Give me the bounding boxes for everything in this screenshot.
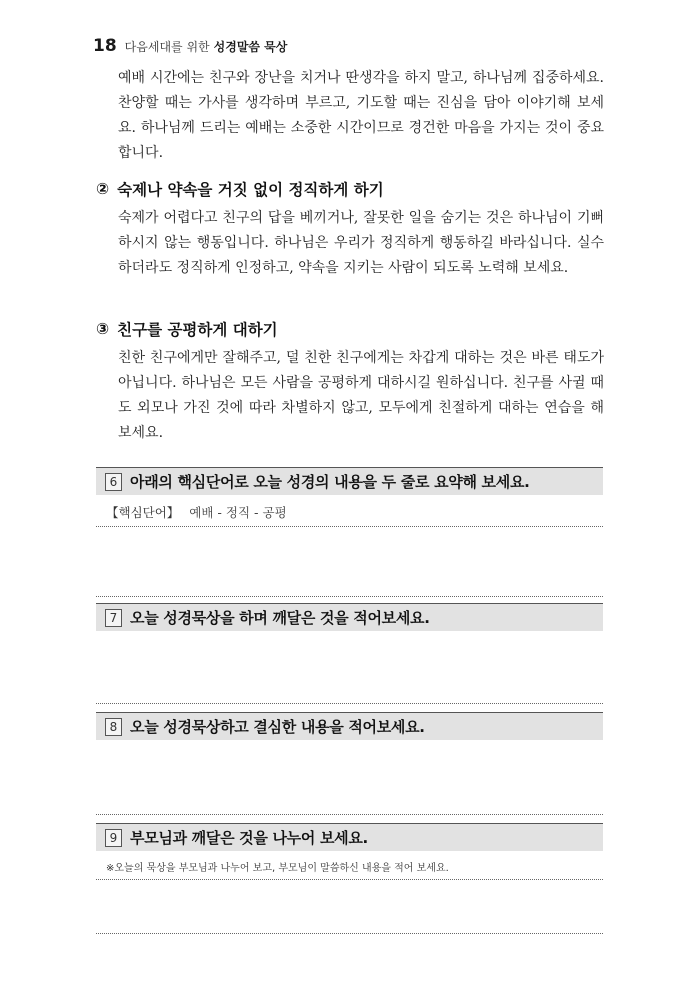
parent-note: ※오늘의 묵상을 부모님과 나누어 보고, 부모님이 말씀하신 내용을 적어 보세요. xyxy=(106,863,449,874)
answer-line[interactable] xyxy=(96,703,603,704)
question-number-box: 6 xyxy=(105,473,122,491)
question-number-box: 8 xyxy=(105,718,122,736)
answer-line[interactable] xyxy=(96,879,603,880)
question-number-box: 7 xyxy=(105,609,122,627)
question-6-text: 아래의 핵심단어로 오늘 성경의 내용을 두 줄로 요약해 보세요. xyxy=(130,473,530,491)
answer-line[interactable] xyxy=(96,596,603,597)
page-header xyxy=(93,36,287,56)
question-7-text: 오늘 성경묵상을 하며 깨달은 것을 적어보세요. xyxy=(130,609,430,627)
header-subtitle: 다음세대를 위한 xyxy=(124,40,210,54)
answer-line[interactable] xyxy=(96,933,603,934)
question-9-bar xyxy=(96,823,603,851)
answer-line[interactable] xyxy=(96,814,603,815)
heading-number: ③ xyxy=(96,320,110,338)
paragraph-fairness: 친한 친구에게만 잘해주고, 덜 친한 친구에게는 차갑게 대하는 것은 바른 태도가 아닙니다. 하나님은 모든 사람을 공평하게 대하시길 원하십니다. 친구를 사귈 때도 외모나 가진 것에 따라 차별하지 않고, 모두에게 친절하게 대하는 연습을 해 보세요. xyxy=(118,350,604,441)
heading-fairness xyxy=(96,318,278,340)
question-6-bar xyxy=(96,467,603,495)
paragraph-worship: 예배 시간에는 친구와 장난을 치거나 딴생각을 하지 말고, 하나님께 집중하세요. 찬양할 때는 가사를 생각하며 부르고, 기도할 때는 진심을 담아 이야기해 보세요. 하나님께 드리는 예배는 소중한 시간이므로 경건한 마음을 가지는 것이 중요합니다. xyxy=(118,70,604,161)
header-title: 성경말씀 묵상 xyxy=(213,40,288,54)
page-number: 18 xyxy=(93,36,117,56)
keywords-value: 예배 - 정직 - 공평 xyxy=(189,505,287,520)
heading-text: 친구를 공평하게 대하기 xyxy=(117,321,278,339)
question-7-bar xyxy=(96,603,603,631)
keywords-line xyxy=(106,503,287,521)
keywords-label: 【핵심단어】 xyxy=(106,505,180,520)
question-8-bar xyxy=(96,712,603,740)
heading-text: 숙제나 약속을 거짓 없이 정직하게 하기 xyxy=(117,181,384,199)
paragraph-honesty: 숙제가 어렵다고 친구의 답을 베끼거나, 잘못한 일을 숨기는 것은 하나님이 기뻐하시지 않는 행동입니다. 하나님은 우리가 정직하게 행동하길 바라십니다. 실수하더라도 정직하게 인정하고, 약속을 지키는 사람이 되도록 노력해 보세요. xyxy=(118,210,604,276)
heading-number: ② xyxy=(96,180,110,198)
question-9-text: 부모님과 깨달은 것을 나누어 보세요. xyxy=(130,829,368,847)
question-8-text: 오늘 성경묵상하고 결심한 내용을 적어보세요. xyxy=(130,718,425,736)
answer-line[interactable] xyxy=(96,526,603,527)
heading-honesty xyxy=(96,178,384,200)
question-number-box: 9 xyxy=(105,829,122,847)
